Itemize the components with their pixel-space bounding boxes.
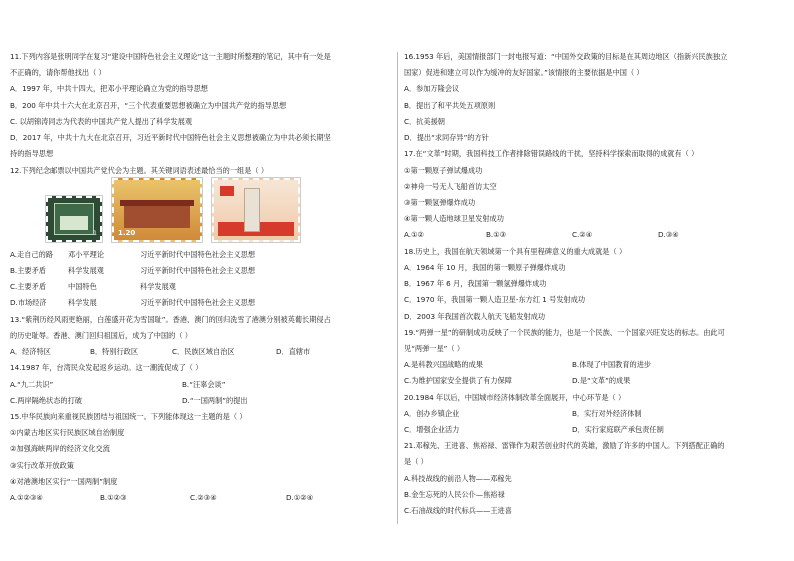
q21-option-c: C.石油战线的时代标兵——王进喜	[404, 506, 512, 516]
q13-stem-cont: 的历史耻辱。香港、澳门回归祖国后，成为了中国的（ ）	[10, 330, 192, 340]
q20-options-ab: A．创办乡镇企业 B．实行对外经济体制	[404, 408, 642, 418]
q20-options-cd: C．增强企业活力 D．实行家庭联产承包责任制	[404, 425, 664, 435]
q19-stem: 19.“两弹一星”的研制成功反映了一个民族的能力，也是一个民族、一个国家兴旺发达的标志。由此可	[404, 327, 725, 337]
q15-item-3: ③实行改革开放政策	[10, 460, 74, 470]
q13-options: A．经济特区 B．特别行政区 C．民族区域自治区 D．直辖市	[10, 347, 311, 357]
q11-option-b: B．200 年中共十六大在北京召开，“三个代表重要思想被确立为中国共产党的指导思想	[10, 100, 287, 110]
stamp-1-image	[46, 196, 102, 242]
q12-stem: 12.下列纪念邮票以中国共产党代会为主题。其关键词语表述最恰当的一组是（ ）	[10, 165, 269, 175]
q15-item-4: ④对港澳地区实行“一国两制”制度	[10, 476, 118, 486]
q12-option-d: D.市场经济 科学发展 习近平新时代中国特色社会主义思想	[10, 298, 256, 308]
q18-option-b: B．1967 年 6 月，我国第一颗氢弹爆炸成功	[404, 279, 547, 289]
q11-stem: 11.下列内容是张明同学在复习“建设中国特色社会主义理论”这一主题时所整理的笔记，其中有一处是	[10, 52, 331, 61]
q15-choices: A.①②③④ B.①②③ C.②③④ D.①②④	[10, 493, 314, 503]
q11-option-d-cont: 持的指导思想	[10, 149, 54, 159]
stamp-2-value: 1.20	[118, 228, 136, 237]
q16-option-a: A．参加万隆会议	[404, 84, 460, 94]
q17-stem: 17.在“文革”时期，我国科技工作者排除错误路线的干扰，坚持科学探索而取得的成就有（ ）	[404, 149, 699, 159]
q16-option-d: D．提出“求同存异”的方针	[404, 133, 489, 143]
q14-options-cd: C.两岸隔绝状态的打破 D.“一国两制”的提出	[10, 395, 248, 405]
q21-option-b: B.金生忘死的人民公仆—焦裕禄	[404, 489, 505, 499]
q11-option-a: A．1997 年，中共十四大，把邓小平理论确立为党的指导思想	[10, 84, 208, 94]
q12-option-a: A.走自己的路 邓小平理论 习近平新时代中国特色社会主义思想	[10, 249, 256, 259]
stamp-3-image	[212, 178, 300, 242]
q19-options-cd: C.为维护国家安全提供了有力保障 D.是“文革”的成果	[404, 376, 631, 386]
stamp-2-image	[112, 178, 202, 242]
q16-stem-cont: 国家）促进和建立可以作为缓冲的友好国家。”该情报的主要依据是中国（ ）	[404, 68, 644, 78]
q17-choices: A.①② B.①③ C.②④ D.③④	[404, 230, 679, 240]
q18-option-c: C．1970 年，我国第一颗人造卫星-东方红 1 号发射成功	[404, 295, 586, 305]
q17-item-2: ②神舟一号无人飞船首访太空	[404, 181, 497, 191]
q18-stem: 18.历史上，我国在航天领域第一个具有里程碑意义的重大成就是（ ）	[404, 246, 627, 256]
q21-option-a: A.科技战线的前沿人物——邓稼先	[404, 473, 512, 483]
q20-stem: 20.1984 年以后，中国城市经济体制改革全面展开，中心环节是（ ）	[404, 392, 626, 402]
q11-stem-cont: 不正确的，请你帮他找出（ ）	[10, 68, 106, 78]
stamp-1-value: 1	[93, 230, 97, 238]
q18-option-d: D．2003 年我国首次载人航天飞船发射成功	[404, 311, 546, 321]
q12-option-b: B.主要矛盾 科学发展观 习近平新时代中国特色社会主义思想	[10, 265, 256, 275]
q13-stem: 13.“紫荆历经风雨更艳丽，白莲盛开花为雪国耻”。香港、澳门的回归洗雪了港澳分别被英葡长期侵占	[10, 314, 331, 324]
q17-item-4: ④第一颗人造地球卫星发射成功	[404, 214, 504, 224]
right-column	[404, 52, 784, 522]
left-column	[10, 52, 392, 509]
q19-options-ab: A.是科教兴国战略的成果 B.体现了中国教育的进步	[404, 360, 652, 370]
q15-item-1: ①内蒙古地区实行民族区域自治制度	[10, 428, 125, 438]
q16-stem: 16.1953 年后，美国情报部门一封电报写道：“中国外交政策的目标是在其周边地区（指新兴民族独立	[404, 52, 728, 61]
q18-option-a: A．1964 年 10 月，我国的第一颗原子弹爆炸成功	[404, 262, 566, 272]
q14-stem: 14.1987 年，台湾民众发起返乡运动。这一潮流促成了（ ）	[10, 363, 203, 373]
q19-stem-cont: 见“两弹一星”（ ）	[404, 343, 465, 353]
q21-stem-cont: 是（ ）	[404, 457, 428, 467]
q17-item-3: ③第一颗氢弹爆炸成功	[404, 197, 476, 207]
q11-option-d: D．2017 年，中共十九大在北京召开，习近平新时代中国特色社会主义思想被确立为中共必须长期坚	[10, 133, 331, 143]
q16-option-c: C．抗美援朝	[404, 116, 445, 126]
q21-stem: 21.邓稼先、王进喜、焦裕禄、雷锋作为艰苦创业时代的英雄，激励了许多的中国人。下列搭配正确的	[404, 441, 725, 451]
q14-options-ab: A.“九二共识” B.“汪辜会谈”	[10, 379, 226, 389]
q15-stem: 15.中华民族向来重视民族团结与祖国统一。下列能体现这一主题的是（ ）	[10, 411, 247, 421]
q17-item-1: ①第一颗原子弹试爆成功	[404, 165, 483, 175]
stamp-images	[46, 182, 392, 242]
q15-item-2: ②加强海峡两岸的经济文化交流	[10, 444, 110, 454]
q11-option-c: C. 以胡锦涛同志为代表的中国共产党人提出了科学发展观	[10, 116, 193, 126]
q12-option-c: C.主要矛盾 中国特色 科学发展观	[10, 282, 176, 292]
q16-option-b: B．提出了和平共处五项原则	[404, 100, 496, 110]
column-divider	[397, 52, 398, 524]
